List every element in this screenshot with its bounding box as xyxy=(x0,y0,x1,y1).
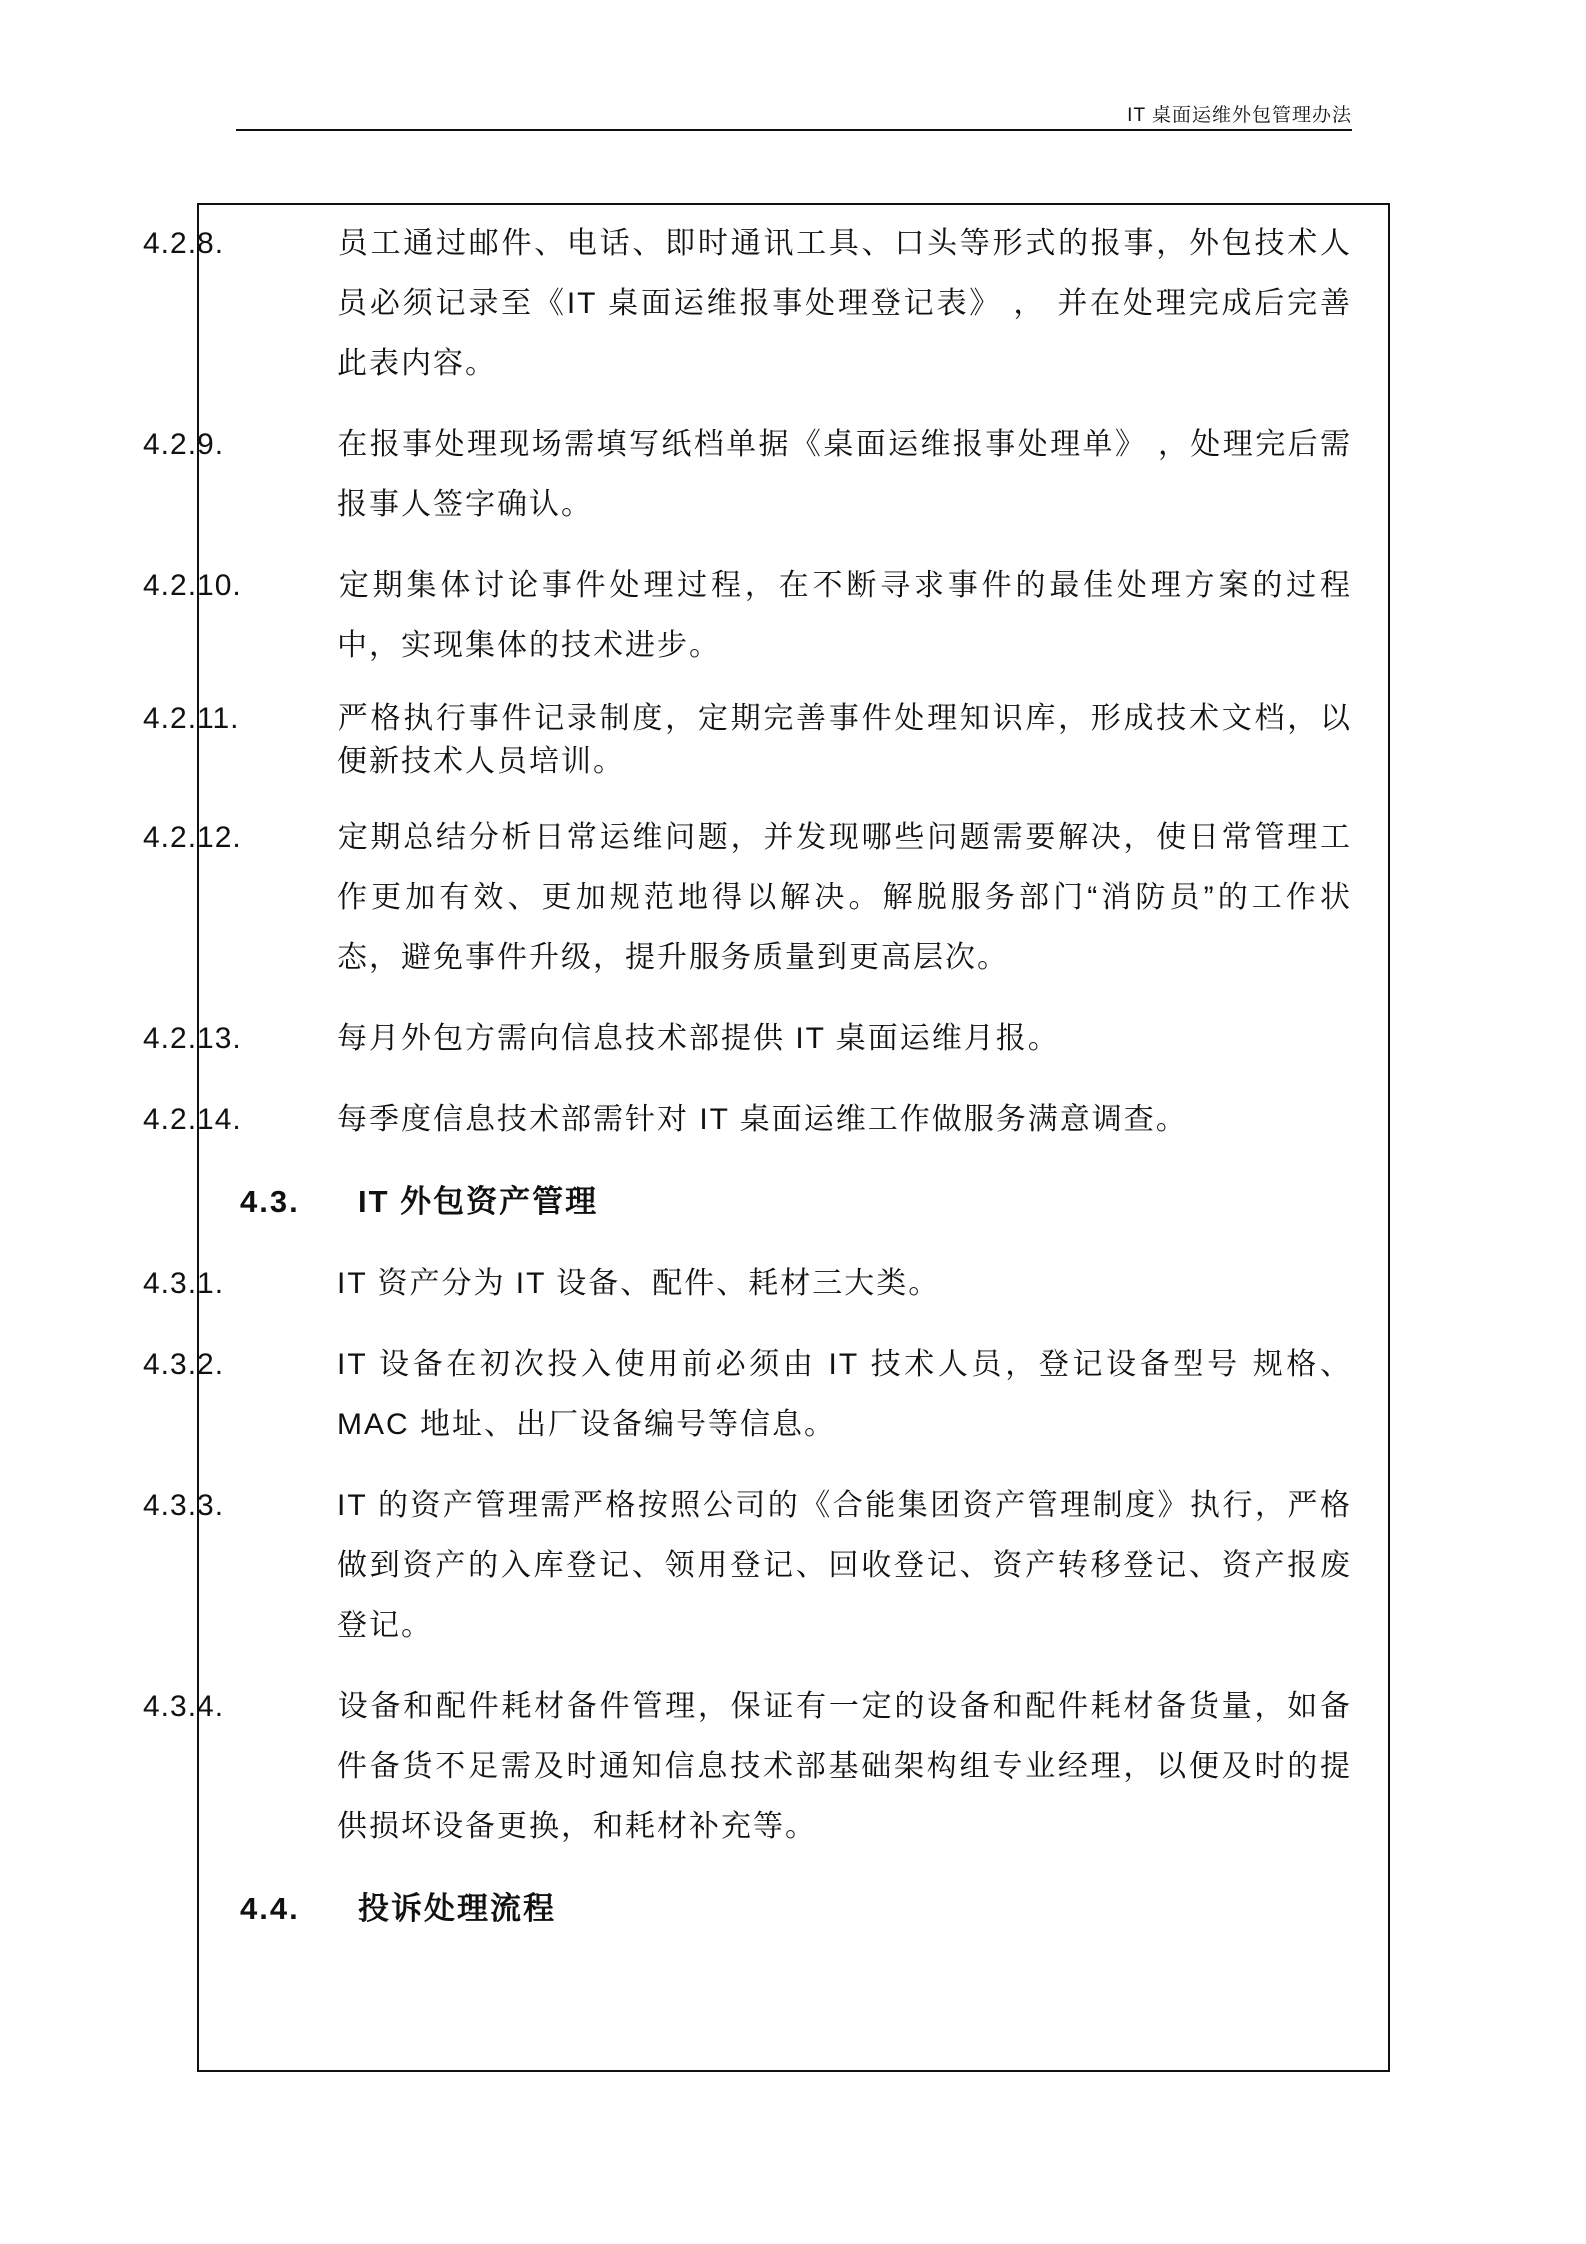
clause-paragraph xyxy=(143,1090,1352,1150)
clause-number: 4.3.2. xyxy=(143,1348,225,1381)
clause-paragraph xyxy=(143,697,1352,783)
clause-paragraph xyxy=(143,214,1352,394)
document-body xyxy=(143,214,1352,1940)
clause-text: 每月外包方需向信息技术部提供 IT 桌面运维月报。 xyxy=(337,1022,1060,1055)
clause-paragraph xyxy=(143,1254,1352,1314)
clause-number: 4.3.3. xyxy=(143,1489,225,1522)
clause-text: 严格执行事件记录制度，定期完善事件处理知识库，形成技术文档，以便新技术人员培训。 xyxy=(337,702,1352,778)
clause-number: 4.3.1. xyxy=(143,1267,225,1300)
header-title: IT 桌面运维外包管理办法 xyxy=(1127,105,1352,126)
clause-text: IT 外包资产管理 xyxy=(358,1184,599,1219)
clause-text: 员工通过邮件、电话、即时通讯工具、口头等形式的报事，外包技术人员必须记录至《IT 桌面运维报事处理登记表》 ， 并在处理完成后完善此表内容。 xyxy=(337,227,1352,380)
clause-number: 4.3. xyxy=(240,1184,300,1219)
clause-paragraph xyxy=(143,415,1352,535)
clause-paragraph xyxy=(143,556,1352,676)
clause-number: 4.2.13. xyxy=(143,1022,242,1055)
clause-number: 4.3.4. xyxy=(143,1690,225,1723)
clause-number: 4.2.11. xyxy=(143,702,240,735)
clause-text: IT 设备在初次投入使用前必须由 IT 技术人员，登记设备型号 规格、MAC 地址、出厂设备编号等信息。 xyxy=(337,1348,1352,1441)
section-heading xyxy=(240,1171,1352,1233)
clause-number: 4.2.12. xyxy=(143,821,242,854)
clause-number: 4.2.8. xyxy=(143,227,225,260)
clause-text: 每季度信息技术部需针对 IT 桌面运维工作做服务满意调查。 xyxy=(337,1103,1188,1136)
clause-text: 在报事处理现场需填写纸档单据《桌面运维报事处理单》 ，处理完后需报事人签字确认。 xyxy=(337,428,1352,521)
clause-paragraph xyxy=(143,1476,1352,1656)
clause-number: 4.2.14. xyxy=(143,1103,242,1136)
clause-text: 投诉处理流程 xyxy=(358,1891,556,1926)
clause-paragraph xyxy=(143,808,1352,988)
clause-text: 设备和配件耗材备件管理，保证有一定的设备和配件耗材备货量，如备件备货不足需及时通知信息技术部基础架构组专业经理，以便及时的提供损坏设备更换，和耗材补充等。 xyxy=(337,1690,1352,1843)
section-heading xyxy=(240,1878,1352,1940)
clause-paragraph xyxy=(143,1009,1352,1069)
clause-text: 定期集体讨论事件处理过程，在不断寻求事件的最佳处理方案的过程中，实现集体的技术进步。 xyxy=(337,569,1352,662)
header-rule xyxy=(236,129,1352,131)
page-header xyxy=(236,0,1352,131)
content-box xyxy=(143,203,1390,2072)
clause-text: IT 的资产管理需严格按照公司的《合能集团资产管理制度》执行，严格做到资产的入库登记、领用登记、回收登记、资产转移登记、资产报废登记。 xyxy=(337,1489,1352,1642)
clause-text: 定期总结分析日常运维问题，并发现哪些问题需要解决，使日常管理工作更加有效、更加规范地得以解决。解脱服务部门“消防员”的工作状态，避免事件升级，提升服务质量到更高层次。 xyxy=(337,821,1352,974)
clause-paragraph xyxy=(143,1335,1352,1455)
clause-text: IT 资产分为 IT 设备、配件、耗材三大类。 xyxy=(337,1267,941,1300)
clause-number: 4.2.10. xyxy=(143,569,242,602)
clause-paragraph xyxy=(143,1677,1352,1857)
clause-number: 4.2.9. xyxy=(143,428,225,461)
clause-number: 4.4. xyxy=(240,1891,300,1926)
